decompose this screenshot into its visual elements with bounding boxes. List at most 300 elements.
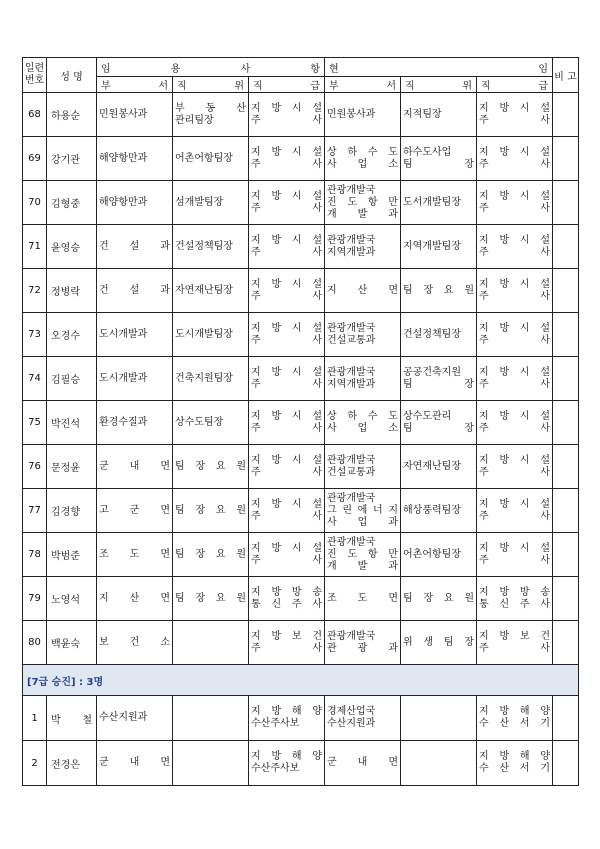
current-dept — [325, 137, 401, 181]
appoint-dept-line: 해양항만과 — [99, 152, 148, 164]
current-dept — [325, 181, 401, 225]
current-position-line: 공공건축지원 — [403, 366, 461, 378]
appoint-grade-line: 주 사 — [251, 114, 323, 126]
current-grade-line: 주 사 — [479, 114, 551, 126]
table-row — [23, 577, 579, 621]
appoint-grade — [249, 269, 325, 313]
current-grade-line: 지 방 시 설 — [479, 498, 551, 510]
appoint-grade-line: 주 사 — [251, 642, 323, 654]
person-name: 김형중 — [47, 181, 97, 225]
appoint-grade-line: 지 방 시 설 — [251, 366, 323, 378]
table-row — [23, 313, 579, 357]
header-current-ch1: 현 — [329, 63, 339, 75]
appoint-position — [173, 93, 249, 137]
appoint-grade-line: 지 방 시 설 — [251, 498, 323, 510]
appoint-position — [173, 577, 249, 621]
header-cur-position — [401, 77, 477, 93]
current-grade-line: 지 방 시 설 — [479, 322, 551, 334]
appoint-dept-line: 건 설 과 — [99, 240, 170, 252]
current-grade — [477, 357, 553, 401]
current-dept-line: 사 업 소 — [327, 422, 399, 434]
current-dept-line: 관광개발국 — [327, 454, 376, 466]
appoint-grade — [249, 225, 325, 269]
appoint-dept-line: 해양항만과 — [99, 196, 148, 208]
current-grade-line: 지 방 보 건 — [479, 630, 551, 642]
current-position — [401, 137, 477, 181]
current-position — [401, 357, 477, 401]
appoint-grade-line: 주 사 — [251, 246, 323, 258]
serial-number: 69 — [23, 137, 47, 181]
current-grade — [477, 533, 553, 577]
person-name: 백윤숙 — [47, 621, 97, 665]
serial-number: 75 — [23, 401, 47, 445]
current-grade-line: 주 사 — [479, 202, 551, 214]
header-cur-grade-a: 직 — [481, 81, 491, 92]
header-cur-grade-b: 급 — [538, 81, 549, 92]
appoint-position — [173, 137, 249, 181]
person-name: 오경수 — [47, 313, 97, 357]
current-dept — [325, 313, 401, 357]
appoint-grade-line: 지 방 해 양 — [251, 751, 323, 762]
table-row — [23, 621, 579, 665]
appoint-dept — [97, 313, 173, 357]
current-grade-line: 지 방 시 설 — [479, 102, 551, 114]
current-position-line: 도서개발팀장 — [403, 196, 461, 208]
current-position — [401, 621, 477, 665]
header-grade — [249, 77, 325, 93]
current-dept-line: 지역개발과 — [327, 246, 376, 258]
header-current-ch2: 임 — [538, 63, 549, 75]
appoint-dept — [97, 533, 173, 577]
current-dept-line: 관광개발국 — [327, 234, 376, 246]
note-cell — [553, 401, 579, 445]
appoint-grade — [249, 445, 325, 489]
current-grade-line: 지 방 시 설 — [479, 366, 551, 378]
header-name: 성 명 — [47, 58, 97, 93]
current-dept — [325, 577, 401, 621]
current-position-line: 지역개발팀장 — [403, 240, 461, 252]
appoint-grade-line: 지 방 시 설 — [251, 410, 323, 422]
appoint-grade — [249, 313, 325, 357]
appoint-grade-line: 지 방 시 설 — [251, 190, 323, 202]
header-grade-a: 직 — [253, 81, 263, 92]
current-grade — [477, 401, 553, 445]
current-grade — [477, 181, 553, 225]
table-row — [23, 741, 579, 786]
current-grade-line: 주 사 — [479, 158, 551, 170]
current-dept-line: 관광개발국 — [327, 630, 376, 642]
serial-number: 76 — [23, 445, 47, 489]
appoint-grade-line: 지 방 시 설 — [251, 454, 323, 466]
header-dept-a: 부 — [101, 81, 111, 92]
current-position-line: 팀 장 요 원 — [403, 592, 475, 604]
appoint-grade-line: 지 방 시 설 — [251, 146, 323, 158]
header-position — [173, 77, 249, 93]
appoint-position-line: 어촌어항팀장 — [175, 152, 233, 164]
current-position-line: 팀 장 요 원 — [403, 284, 475, 296]
current-grade — [477, 696, 553, 741]
appoint-dept-line: 군 내 면 — [99, 460, 170, 472]
current-dept-line: 진 도 항 만 — [327, 548, 399, 560]
header-dept-b: 서 — [158, 81, 168, 92]
appoint-grade-line: 지 방 시 설 — [251, 102, 323, 114]
appoint-grade-line: 주 사 — [251, 290, 323, 302]
header-current — [325, 58, 553, 77]
current-dept — [325, 489, 401, 533]
serial-number: 1 — [23, 696, 47, 741]
current-grade — [477, 577, 553, 621]
table-row — [23, 696, 579, 741]
table-row — [23, 225, 579, 269]
note-cell — [553, 445, 579, 489]
current-position-line: 팀 장 — [403, 422, 475, 434]
appoint-dept — [97, 225, 173, 269]
appoint-dept — [97, 696, 173, 741]
section-title: [7급 승진] : 3명 — [23, 665, 579, 696]
header-dept — [97, 77, 173, 93]
appoint-position-line: 섬개발팀장 — [175, 196, 224, 208]
header-serial-line2: 번호 — [24, 75, 45, 86]
header-cur-grade — [477, 77, 553, 93]
current-position — [401, 577, 477, 621]
note-cell — [553, 741, 579, 786]
current-grade-line: 지 방 시 설 — [479, 278, 551, 290]
current-dept — [325, 93, 401, 137]
appoint-dept — [97, 577, 173, 621]
serial-number: 77 — [23, 489, 47, 533]
appoint-grade — [249, 489, 325, 533]
table-row — [23, 401, 579, 445]
current-dept-line: 관광개발국 — [327, 536, 376, 548]
person-name: 김경향 — [47, 489, 97, 533]
current-grade-line: 주 사 — [479, 422, 551, 434]
appoint-dept — [97, 269, 173, 313]
section-row — [23, 665, 579, 696]
current-grade-line: 지 방 시 설 — [479, 234, 551, 246]
current-position-line: 지적팀장 — [403, 108, 442, 120]
current-position-line: 하수도사업 — [403, 146, 452, 158]
appoint-grade — [249, 696, 325, 741]
current-position — [401, 741, 477, 786]
appoint-grade — [249, 621, 325, 665]
current-grade — [477, 225, 553, 269]
current-grade-line: 수 산 서 기 — [479, 718, 551, 729]
current-dept — [325, 445, 401, 489]
current-dept-line: 수산지원과 — [327, 718, 376, 729]
appoint-position-line: 팀 장 요 원 — [175, 592, 246, 604]
serial-number: 2 — [23, 741, 47, 786]
serial-number: 74 — [23, 357, 47, 401]
appoint-dept — [97, 181, 173, 225]
current-dept-line: 군 내 면 — [327, 757, 399, 768]
current-position — [401, 489, 477, 533]
appoint-position — [173, 621, 249, 665]
person-name: 하용순 — [47, 93, 97, 137]
current-dept-line: 조 도 면 — [327, 592, 399, 604]
current-grade-line: 주 사 — [479, 554, 551, 566]
current-dept — [325, 269, 401, 313]
current-dept — [325, 696, 401, 741]
header-appointment-ch2: 용 — [170, 63, 181, 75]
appoint-position-line: 상수도팀장 — [175, 416, 224, 428]
appoint-dept — [97, 137, 173, 181]
current-position — [401, 445, 477, 489]
appoint-grade-line: 지 방 시 설 — [251, 278, 323, 290]
serial-number: 71 — [23, 225, 47, 269]
appoint-grade-line: 주 사 — [251, 378, 323, 390]
appoint-position — [173, 269, 249, 313]
note-cell — [553, 225, 579, 269]
appoint-position — [173, 741, 249, 786]
current-grade — [477, 489, 553, 533]
current-position — [401, 313, 477, 357]
note-cell — [553, 357, 579, 401]
appoint-position-line: 관리팀장 — [175, 114, 214, 126]
appoint-grade-line: 지 방 해 양 — [251, 706, 323, 717]
note-cell — [553, 696, 579, 741]
current-position-line: 상수도관리 — [403, 410, 452, 422]
note-cell — [553, 93, 579, 137]
serial-number: 70 — [23, 181, 47, 225]
appoint-dept-line: 지 산 면 — [99, 592, 170, 604]
header-appointment-ch3: 사 — [240, 63, 251, 75]
table-row — [23, 533, 579, 577]
appoint-grade — [249, 137, 325, 181]
current-position — [401, 181, 477, 225]
header-cur-position-a: 직 — [405, 81, 415, 92]
current-grade-line: 지 방 시 설 — [479, 454, 551, 466]
current-position-line: 해상풍력팀장 — [403, 504, 461, 516]
appoint-grade-line: 주 사 — [251, 554, 323, 566]
appoint-dept-line: 민원봉사과 — [99, 108, 148, 120]
appoint-position-line: 도시개발팀장 — [175, 328, 233, 340]
note-cell — [553, 313, 579, 357]
appoint-dept-line: 조 도 면 — [99, 548, 170, 560]
appoint-grade — [249, 357, 325, 401]
current-position — [401, 696, 477, 741]
current-dept-line: 관 광 과 — [327, 642, 399, 654]
current-grade-line: 지 방 시 설 — [479, 146, 551, 158]
appoint-grade-line: 주 사 — [251, 466, 323, 478]
header-cur-dept-a: 부 — [329, 81, 339, 92]
current-dept-line: 관광개발국 — [327, 184, 376, 196]
current-grade-line: 주 사 — [479, 466, 551, 478]
appoint-grade-line: 수산주사보 — [251, 718, 300, 729]
table-row — [23, 269, 579, 313]
serial-number: 72 — [23, 269, 47, 313]
appoint-dept — [97, 357, 173, 401]
note-cell — [553, 621, 579, 665]
current-grade — [477, 93, 553, 137]
appoint-dept — [97, 401, 173, 445]
current-dept-line: 개 발 과 — [327, 560, 399, 572]
appoint-dept-line: 도시개발과 — [99, 328, 148, 340]
note-cell — [553, 269, 579, 313]
serial-number: 78 — [23, 533, 47, 577]
note-cell — [553, 533, 579, 577]
current-grade-line: 지 방 해 양 — [479, 751, 551, 762]
table-row — [23, 489, 579, 533]
appoint-position — [173, 533, 249, 577]
appoint-grade-line: 주 사 — [251, 422, 323, 434]
header-appointment-ch4: 항 — [310, 63, 321, 75]
appoint-grade — [249, 533, 325, 577]
current-dept-line: 개 발 과 — [327, 208, 399, 220]
personnel-table — [22, 57, 579, 786]
current-dept-line: 상 하 수 도 — [327, 146, 399, 158]
person-name: 박진석 — [47, 401, 97, 445]
appoint-grade — [249, 181, 325, 225]
appoint-grade-line: 주 사 — [251, 158, 323, 170]
appoint-position-line: 팀 장 요 원 — [175, 460, 246, 472]
person-name: 전경은 — [47, 741, 97, 786]
current-position-line: 팀 장 — [403, 378, 475, 390]
table-row — [23, 137, 579, 181]
appoint-position-line: 자연재난팀장 — [175, 284, 233, 296]
appoint-dept — [97, 445, 173, 489]
current-dept-line: 상 하 수 도 — [327, 410, 399, 422]
table-row — [23, 445, 579, 489]
person-name: 강기관 — [47, 137, 97, 181]
current-position — [401, 225, 477, 269]
appoint-position — [173, 225, 249, 269]
table-row — [23, 181, 579, 225]
header-grade-b: 급 — [310, 81, 321, 92]
appoint-position — [173, 445, 249, 489]
appoint-position-line: 부 동 산 — [175, 102, 246, 114]
appoint-position — [173, 401, 249, 445]
serial-number: 73 — [23, 313, 47, 357]
person-name: 정병락 — [47, 269, 97, 313]
current-grade-line: 지 방 방 송 — [479, 586, 551, 598]
appoint-dept-line: 도시개발과 — [99, 372, 148, 384]
note-cell — [553, 137, 579, 181]
table-row — [23, 93, 579, 137]
appoint-position-line: 건설정책팀장 — [175, 240, 233, 252]
appoint-grade — [249, 401, 325, 445]
current-position-line: 팀 장 — [403, 158, 475, 170]
current-dept-line: 지 산 면 — [327, 284, 399, 296]
appoint-position-line: 팀 장 요 원 — [175, 548, 246, 560]
current-position — [401, 269, 477, 313]
current-grade — [477, 621, 553, 665]
appoint-grade — [249, 741, 325, 786]
appoint-grade-line: 수산주사보 — [251, 763, 300, 774]
person-name: 윤영승 — [47, 225, 97, 269]
header-appointment-ch1: 임 — [101, 63, 111, 75]
current-position-line: 건설정책팀장 — [403, 328, 461, 340]
table-row — [23, 357, 579, 401]
current-dept-line: 지역개발과 — [327, 378, 376, 390]
appoint-grade-line: 지 방 시 설 — [251, 542, 323, 554]
person-name: 김필승 — [47, 357, 97, 401]
appoint-position — [173, 357, 249, 401]
current-position-line: 어촌어항팀장 — [403, 548, 461, 560]
current-grade — [477, 269, 553, 313]
current-grade-line: 지 방 시 설 — [479, 190, 551, 202]
appoint-grade-line: 지 방 보 건 — [251, 630, 323, 642]
current-dept — [325, 401, 401, 445]
current-grade-line: 주 사 — [479, 334, 551, 346]
current-dept — [325, 621, 401, 665]
current-position — [401, 93, 477, 137]
current-grade-line: 지 방 시 설 — [479, 542, 551, 554]
person-name: 박범준 — [47, 533, 97, 577]
current-grade-line: 수 산 서 기 — [479, 763, 551, 774]
current-position — [401, 401, 477, 445]
current-position — [401, 533, 477, 577]
person-name: 노영석 — [47, 577, 97, 621]
appoint-position — [173, 696, 249, 741]
header-cur-dept-b: 서 — [386, 81, 397, 92]
appoint-grade-line: 지 방 시 설 — [251, 322, 323, 334]
current-dept-line: 관광개발국 — [327, 322, 376, 334]
appoint-dept-line: 보 건 소 — [99, 636, 170, 648]
current-dept-line: 진 도 항 만 — [327, 196, 399, 208]
current-grade-line: 주 사 — [479, 378, 551, 390]
appoint-dept — [97, 741, 173, 786]
appoint-dept-line: 환경수질과 — [99, 416, 148, 428]
appoint-grade-line: 지 방 방 송 — [251, 586, 323, 598]
note-cell — [553, 489, 579, 533]
current-position-line: 자연재난팀장 — [403, 460, 461, 472]
note-cell — [553, 577, 579, 621]
current-dept-line: 관광개발국 — [327, 492, 376, 504]
current-dept — [325, 225, 401, 269]
header-position-b: 위 — [234, 81, 244, 92]
current-dept-line: 민원봉사과 — [327, 108, 376, 120]
header-note: 비 고 — [553, 58, 579, 93]
appoint-dept-line: 건 설 과 — [99, 284, 170, 296]
current-grade-line: 통 신 주 사 — [479, 598, 551, 610]
current-dept-line: 건설교통과 — [327, 334, 376, 346]
serial-number: 80 — [23, 621, 47, 665]
current-position-line: 위 생 팀 장 — [403, 636, 475, 648]
header-appointment — [97, 58, 325, 77]
current-dept-line: 사 업 소 — [327, 158, 399, 170]
person-name: 박 철 — [47, 696, 97, 741]
current-dept — [325, 357, 401, 401]
current-grade-line: 주 사 — [479, 246, 551, 258]
appoint-grade-line: 통 신 주 사 — [251, 598, 323, 610]
table-body — [23, 93, 579, 786]
appoint-dept-line: 고 군 면 — [99, 504, 170, 516]
serial-number: 68 — [23, 93, 47, 137]
header-position-a: 직 — [177, 81, 187, 92]
header-serial-line1: 일련 — [24, 63, 45, 74]
appoint-position — [173, 181, 249, 225]
current-dept-line: 건설교통과 — [327, 466, 376, 478]
appoint-position — [173, 313, 249, 357]
appoint-position — [173, 489, 249, 533]
appoint-grade-line: 주 사 — [251, 510, 323, 522]
appoint-grade-line: 주 사 — [251, 202, 323, 214]
person-name: 문정윤 — [47, 445, 97, 489]
current-grade — [477, 313, 553, 357]
current-dept — [325, 741, 401, 786]
serial-number: 79 — [23, 577, 47, 621]
appoint-dept-line: 군 내 면 — [99, 757, 170, 768]
appoint-dept-line: 수산지원과 — [99, 712, 148, 723]
current-grade-line: 주 사 — [479, 642, 551, 654]
appoint-position-line: 건축지원팀장 — [175, 372, 233, 384]
current-grade-line: 지 방 시 설 — [479, 410, 551, 422]
current-grade — [477, 741, 553, 786]
header-serial — [23, 58, 47, 93]
appoint-grade-line: 주 사 — [251, 334, 323, 346]
current-grade — [477, 137, 553, 181]
appoint-position-line: 팀 장 요 원 — [175, 504, 246, 516]
